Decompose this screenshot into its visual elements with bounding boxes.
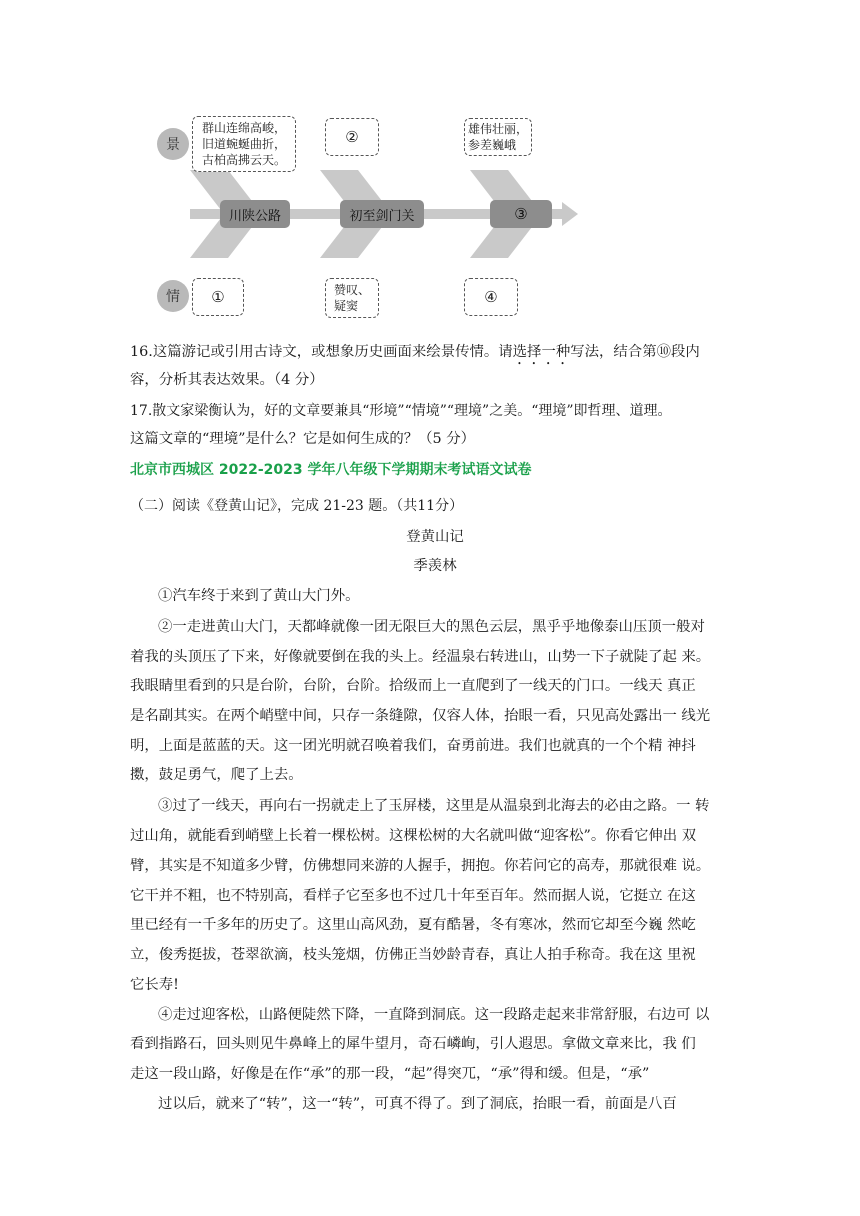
article-line: 过以后，就来了“转”，这一“转”，可真不得了。到了洞底，抬眼一看，前面是八百: [158, 1096, 677, 1112]
article-line: 是名副其实。在两个峭壁中间，只存一条缝隙，仅容人体，抬眼一看，只见高处露出一 线光: [130, 708, 711, 724]
question-17-line-2: 这篇文章的“理境”是什么？它是如何生成的？（5 分）: [130, 431, 476, 447]
feeling-label: 情: [157, 280, 189, 312]
top-box-1: 群山连绵高峻， 旧道蜿蜒曲折， 古柏高拂云天。: [192, 116, 296, 172]
bottom-box-1: ①: [192, 278, 244, 316]
article-line: 我眼睛里看到的只是台阶，台阶，台阶。拾级而上一直爬到了一线天的门口。一线天 真正: [130, 678, 696, 694]
article-line: 擞，鼓足勇气，爬了上去。: [130, 767, 303, 783]
article-line: 立，俊秀挺拔，苍翠欲滴，枝头笼烟，仿佛正当妙龄青春，真让人拍手称奇。我在这 里祝: [130, 947, 696, 963]
node-jianmen-pass: 初至剑门关: [340, 200, 424, 228]
source-title: 北京市西城区 2022-2023 学年八年级下学期期末考试语文试卷: [130, 462, 532, 478]
top-box-2: ②: [325, 118, 379, 156]
article-line: 过山角，就能看到峭壁上长着一棵松树。这棵松树的大名就叫做“迎客松”。你看它伸出 双: [130, 828, 697, 844]
bottom-box-4: ④: [464, 278, 518, 316]
article-line: 它长寿!: [130, 977, 179, 993]
top-box-3: 雄伟壮丽， 参差巍峨: [464, 118, 532, 156]
fishbone-diagram: [150, 108, 590, 323]
article-line: ④走过迎客松，山路便陡然下降，一直降到洞底。这一段路走起来非常舒服，右边可 以: [158, 1007, 710, 1023]
node-3: ③: [490, 200, 552, 228]
section-header: （二）阅读《登黄山记》，完成 21-23 题。（共11分）: [130, 498, 464, 514]
article-title: 登黄山记: [406, 529, 464, 545]
main-arrow-head: [562, 202, 578, 226]
article-line: ①汽车终于来到了黄山大门外。: [158, 588, 360, 604]
node-chuanshan-road: 川陕公路: [220, 200, 290, 228]
question-16-line-2: 容，分析其表达效果。（4 分）: [130, 372, 324, 388]
article-line: 看到指路石，回头则见牛鼻峰上的犀牛望月，奇石嶙峋，引人遐思。拿做文章来比，我 们: [130, 1036, 696, 1052]
article-line: 它干并不粗，也不特别高，看样子它至多也不过几十年至百年。然而据人说，它挺立 在这: [130, 888, 696, 904]
bottom-box-2: 赞叹、 疑窦: [325, 278, 379, 318]
article-author: 季羡林: [413, 558, 457, 574]
scene-label: 景: [157, 128, 189, 160]
article-line: 走这一段山路，好像是在作“承”的那一段，“起”得突兀，“承”得和缓。但是，“承”: [130, 1066, 650, 1082]
article-line: ②一走进黄山大门，天都峰就像一团无限巨大的黑色云层，黑乎乎地像泰山压顶一般对: [158, 619, 705, 635]
article-line: 明，上面是蓝蓝的天。这一团光明就召唤着我们，奋勇前进。我们也就真的一个个精 神抖: [130, 738, 696, 754]
article-line: 臂，其实是不知道多少臂，仿佛想同来游的人握手，拥抱。你若问它的高寿，那就很难 说。: [130, 858, 711, 874]
question-16-line-1: 16.这篇游记或引用古诗文，或想象历史画面来绘景传情。请选择一种写法，结合第⑩段内: [130, 344, 700, 360]
article-line: 里已经有一千多年的历史了。这里山高风劲，夏有酷暑，冬有寒冰，然而它却至今巍 然屹: [130, 917, 696, 933]
article-line: ③过了一线天，再向右一拐就走上了玉屏楼，这里是从温泉到北海去的必由之路。一 转: [158, 798, 710, 814]
question-17-line-1: 17.散文家梁衡认为，好的文章要兼具“形境”“情境”“理境”之美。“理境”即哲理、道理。: [130, 403, 672, 419]
article-line: 着我的头顶压了下来，好像就要倒在我的头上。经温泉右转进山，山势一下子就陡了起 来。: [130, 649, 711, 665]
emphasis-dots: 选择一种: [512, 344, 571, 360]
